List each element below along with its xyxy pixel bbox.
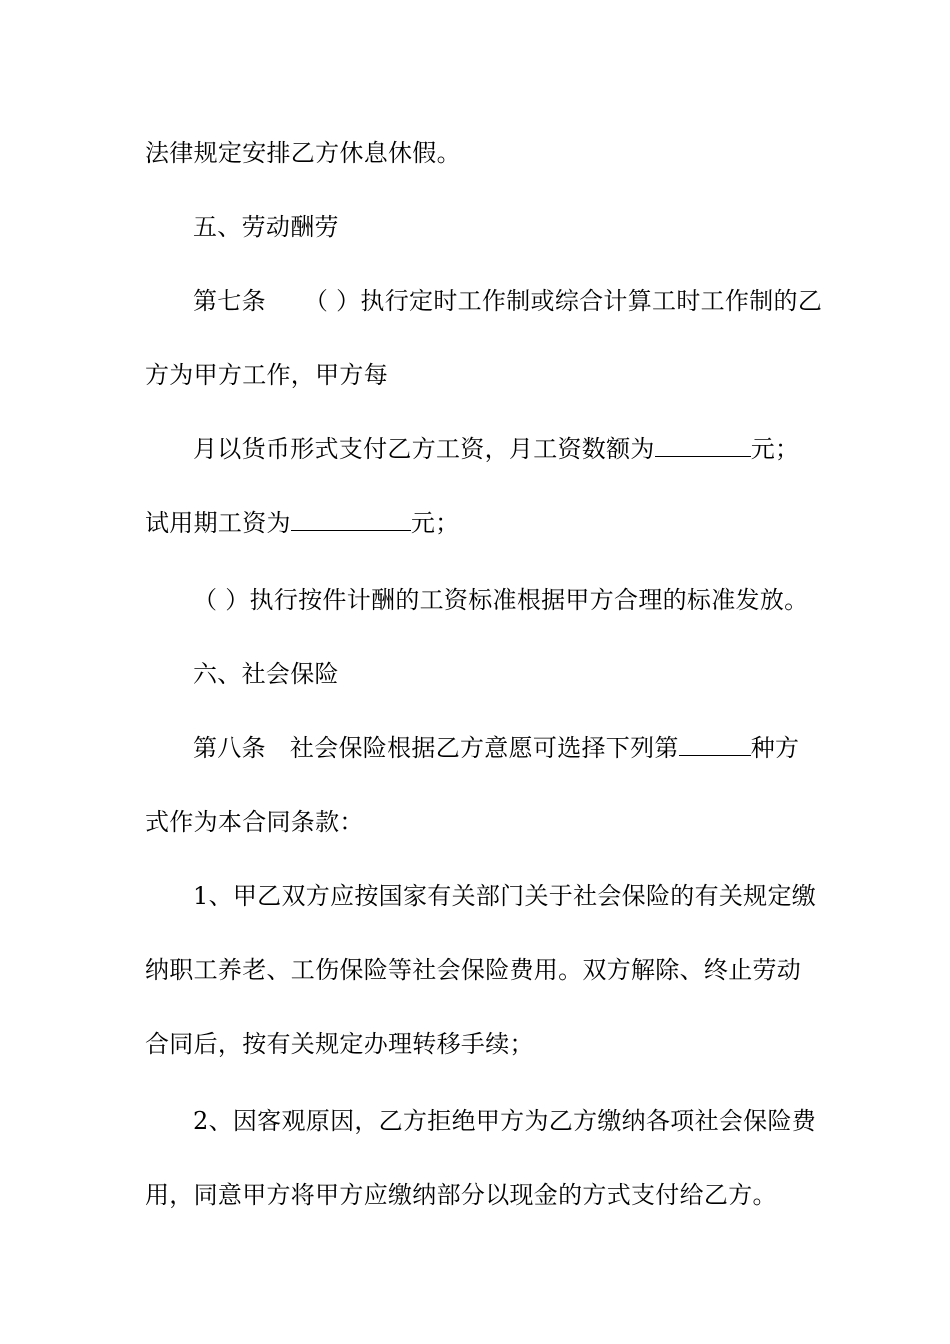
text-line: 社会保险根据乙方意愿可选择下列第 <box>289 734 679 762</box>
paragraph-line <box>145 133 825 173</box>
fill-in-blank[interactable] <box>291 504 411 531</box>
text-line: 法律规定安排乙方休息休假。 <box>145 139 461 167</box>
text-line: 方为甲方工作，甲方每 <box>145 361 388 389</box>
text-line: （ ）执行定时工作制或综合计算工时工作制的乙 <box>303 287 823 315</box>
section-heading <box>193 654 825 694</box>
section-heading <box>193 207 825 247</box>
text-line: 2、因客观原因，乙方拒绝甲方为乙方缴纳各项社会保险费 <box>193 1107 817 1135</box>
article-number: 第七条 <box>193 287 266 315</box>
text-line: 1、甲乙双方应按国家有关部门关于社会保险的有关规定缴 <box>193 882 817 910</box>
paragraph-line <box>193 876 825 916</box>
fill-in-blank[interactable] <box>679 729 751 756</box>
text-line: 式作为本合同条款： <box>145 808 364 836</box>
text-line: 合同后，按有关规定办理转移手续； <box>145 1030 534 1058</box>
paragraph-line <box>193 580 825 620</box>
article-number: 第八条 <box>193 734 266 762</box>
paragraph-line <box>193 429 825 469</box>
article-line <box>193 281 825 321</box>
paragraph-line <box>145 1024 825 1064</box>
text-line: 月以货币形式支付乙方工资，月工资数额为 <box>193 435 655 463</box>
paragraph-line <box>193 1101 825 1141</box>
text-line: 用，同意甲方将甲方应缴纳部分以现金的方式支付给乙方。 <box>145 1181 777 1209</box>
section-heading-text: 六、社会保险 <box>193 660 339 688</box>
text-line: 纳职工养老、工伤保险等社会保险费用。双方解除、终止劳动 <box>145 956 802 984</box>
paragraph-line <box>145 802 825 842</box>
text-line: 元； <box>410 509 460 537</box>
text-line: 种方 <box>750 734 800 762</box>
text-line: （ ）执行按件计酬的工资标准根据甲方合理的标准发放。 <box>193 586 809 614</box>
paragraph-line <box>145 950 825 990</box>
fill-in-blank[interactable] <box>655 430 751 457</box>
text-line: 试用期工资为 <box>145 509 291 537</box>
text-line: 元； <box>750 435 800 463</box>
paragraph-line <box>145 355 825 395</box>
section-heading-text: 五、劳动酬劳 <box>193 213 339 241</box>
article-line <box>193 728 825 768</box>
paragraph-line <box>145 1175 825 1215</box>
paragraph-line <box>145 503 825 543</box>
